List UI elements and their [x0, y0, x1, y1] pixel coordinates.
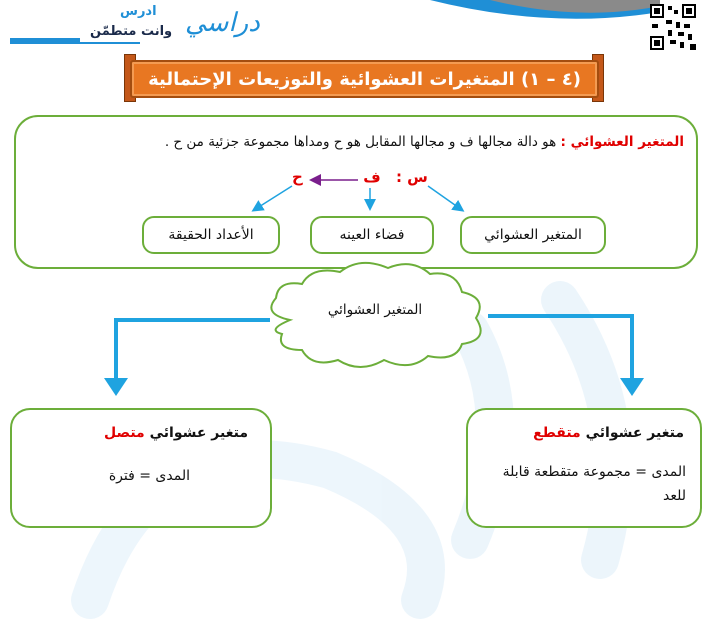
discrete-title-prefix: متغير عشوائي — [580, 425, 684, 441]
brand-logo: دراسي — [185, 8, 260, 38]
continuous-range: المدى = فترة — [108, 468, 190, 484]
discrete-title-highlight: متقطع — [533, 425, 581, 441]
pill-random-variable: المتغير العشوائي — [460, 216, 606, 254]
arrow-down-right-icon — [620, 378, 644, 396]
discrete-range: المدى = مجموعة متقطعة قابلة للعد — [502, 464, 686, 504]
definition-text: هو دالة مجالها ف و مجالها المقابل هو ح ومداها مجموعة جزئية من ح . — [164, 134, 561, 150]
brand-tagline-top: ادرس — [120, 4, 157, 19]
continuous-title-highlight: متصل — [104, 425, 145, 441]
page-title: (٤ – ١) المتغيرات العشوائية والتوزيعات الإحتمالية — [130, 60, 599, 98]
mapping-h: ح — [292, 168, 303, 186]
discrete-title — [533, 425, 684, 441]
definition-term: المتغير العشوائي : — [560, 134, 684, 150]
pill-real-numbers: الأعداد الحقيقة — [142, 216, 280, 254]
arrow-down-left-icon — [104, 378, 128, 396]
pill-sample-space: فضاء العينه — [310, 216, 434, 254]
mapping-f: ف — [363, 168, 381, 186]
brand-tagline-bottom: وانت متطمّن — [90, 24, 173, 39]
continuous-title-prefix: متغير عشوائي — [144, 425, 248, 441]
mapping-s: س : — [395, 168, 428, 186]
continuous-title — [104, 425, 248, 441]
cloud-label: المتغير العشوائي — [327, 302, 423, 318]
